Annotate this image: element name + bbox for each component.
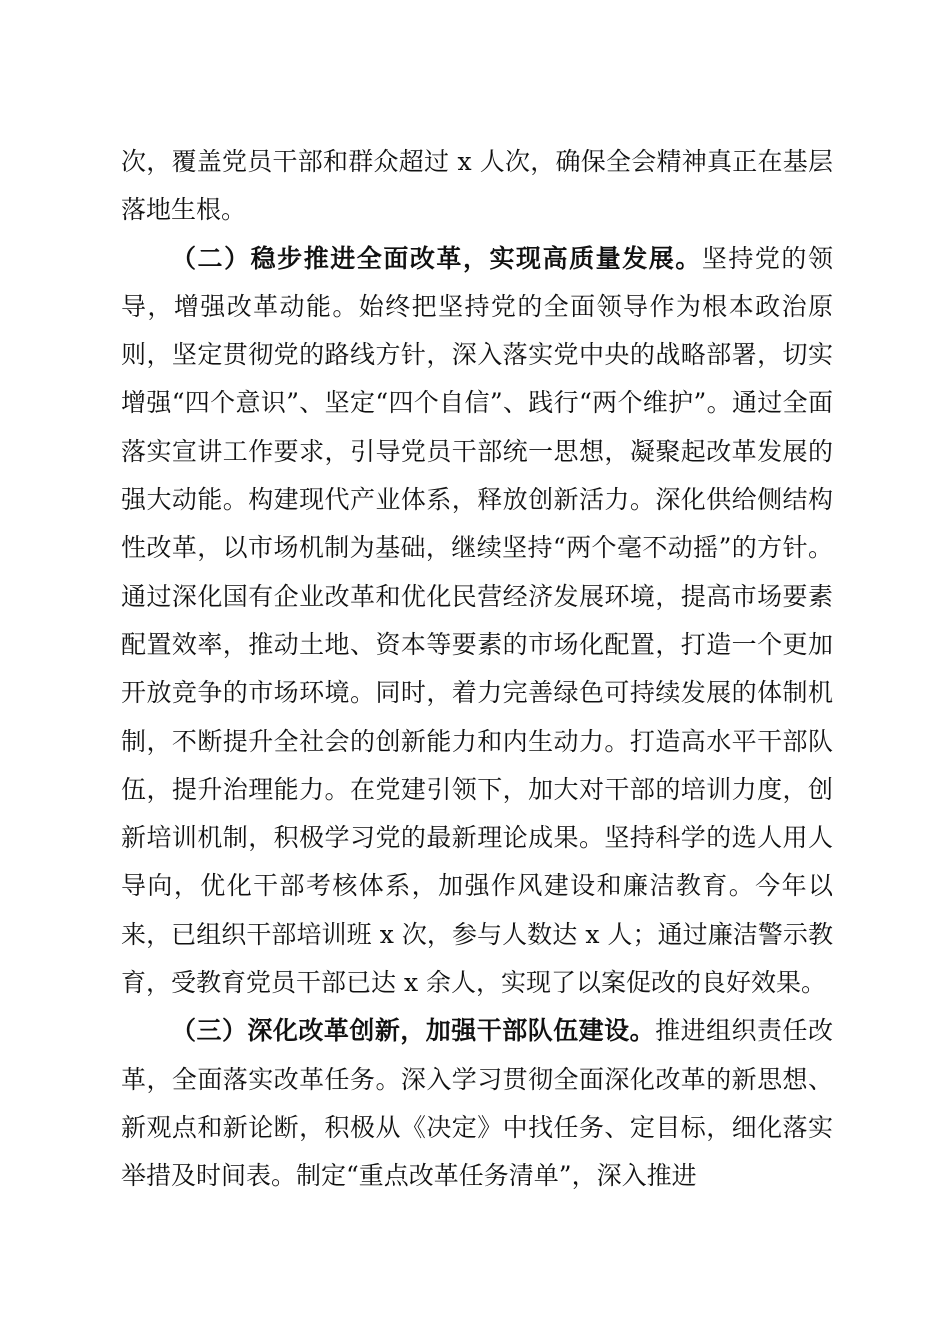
section-three-heading: （三）深化改革创新，加强干部队伍建设。 [171, 1016, 656, 1046]
section-two-paragraph [121, 235, 833, 1008]
section-three-paragraph [121, 1007, 833, 1200]
document-body [121, 138, 833, 1201]
paragraph-text: 次，覆盖党员干部和群众超过 x 人次，确保全会精神真正在基层落地生根。 [121, 147, 833, 225]
section-two-heading: （二）稳步推进全面改革，实现高质量发展。 [171, 243, 702, 273]
section-three-text: 推进组织责任改革，全面落实改革任务。深入学习贯彻全面深化改革的新思想、新观点和新论断，积极从《决定》中找任务、定目标，细化落实举措及时间表。制定“重点改革任务清单”，深入推进 [121, 1016, 833, 1191]
section-two-text: 坚持党的领导，增强改革动能。始终把坚持党的全面领导作为根本政治原则，坚定贯彻党的路线方针，深入落实党中央的战略部署，切实增强“四个意识”、坚定“四个自信”、践行“两个维护”。通过全面落实宣讲工作要求，引导党员干部统一思想，凝聚起改革发展的强大动能。构建现代产业体系，释放创新活力。深化供给侧结构性改革，以市场机制为基础，继续坚持“两个毫不动摇”的方针。通过深化国有企业改革和优化民营经济发展环境，提高市场要素配置效率，推动土地、资本等要素的市场化配置，打造一个更加开放竞争的市场环境。同时，着力完善绿色可持续发展的体制机制，不断提升全社会的创新能力和内生动力。打造高水平干部队伍，提升治理能力。在党建引领下，加大对干部的培训力度，创新培训机制，积极学习党的最新理论成果。坚持科学的选人用人导向，优化干部考核体系，加强作风建设和廉洁教育。今年以来，已组织干部培训班 x 次，参与人数达 x 人；通过廉洁警示教育，受教育党员干部已达 x 余人，实现了以案促改的良好效果。 [121, 243, 833, 998]
paragraph-continuation [121, 138, 833, 235]
